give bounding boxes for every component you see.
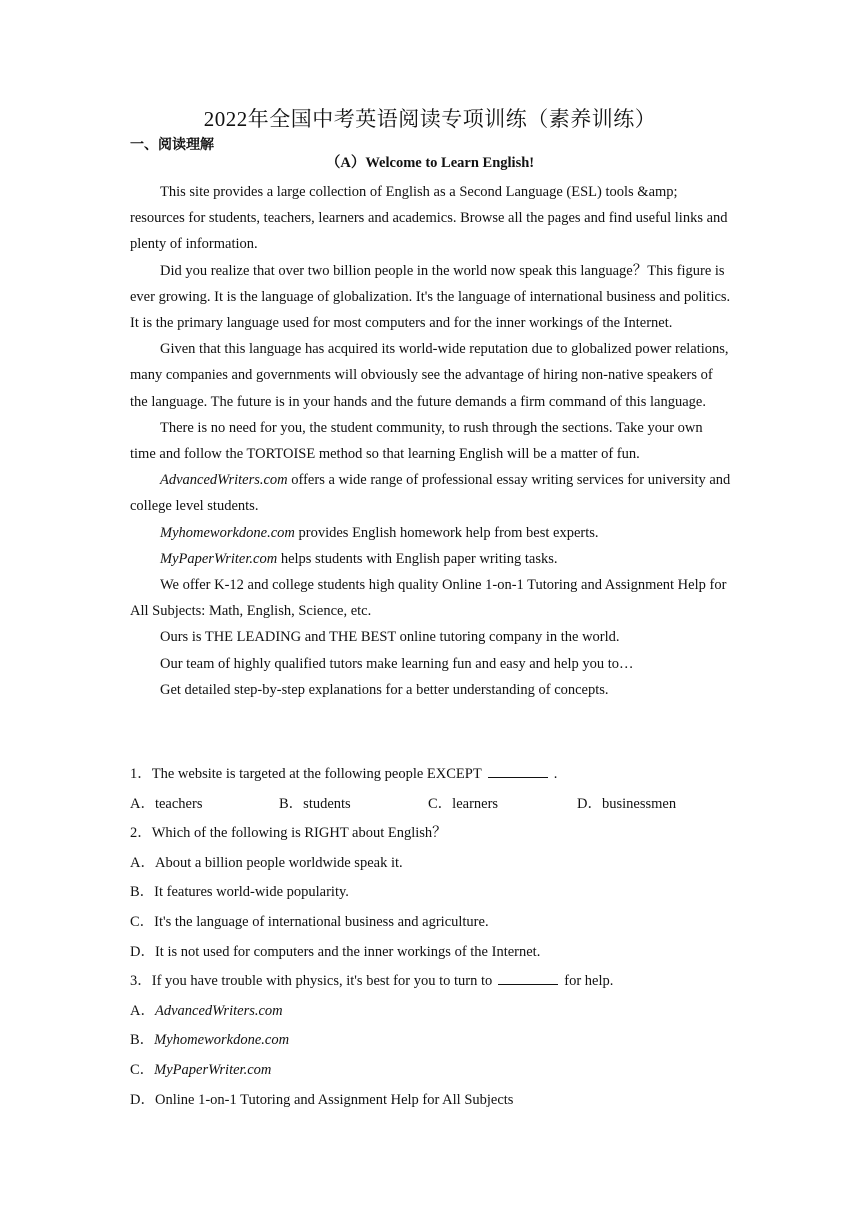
option-c: C．It's the language of international business and agriculture. bbox=[130, 913, 489, 930]
question-1-stem bbox=[130, 760, 732, 790]
passage-paragraph: Get detailed step-by-step explanations for a better understanding of concepts. bbox=[160, 681, 609, 698]
option-b bbox=[130, 1026, 732, 1056]
option-b: B．students bbox=[279, 795, 351, 812]
site-name: AdvancedWriters.com bbox=[160, 472, 288, 489]
paragraph-text: helps students with English paper writing tasks. bbox=[277, 550, 558, 567]
question-2-stem: 2．Which of the following is RIGHT about English？ bbox=[130, 825, 447, 842]
paragraph-text: provides English homework help from best experts. bbox=[294, 524, 599, 541]
option-d: D．It is not used for computers and the inner workings of the Internet. bbox=[130, 943, 541, 960]
question-text: for help. bbox=[564, 973, 614, 990]
option-letter: B． bbox=[130, 1032, 155, 1049]
passage-title: （A）Welcome to Learn English! bbox=[325, 155, 535, 171]
passage-paragraph: This site provides a large collection of English as a Second Language (ESL) tools &amp; resources for students, teachers, learners and academics. Browse all the pages and find useful links and plenty of information. bbox=[130, 184, 728, 253]
document-title: 2022年全国中考英语阅读专项训练（素养训练） bbox=[203, 107, 657, 131]
passage-paragraph: Given that this language has acquired its world-wide reputation due to globalized power relations, many companies and governments will obviously see the advantage of hiring non-native speakers of the language. The future is in your hands and the future demands a firm command of this language. bbox=[130, 341, 729, 410]
option-c: C．learners bbox=[428, 795, 499, 812]
passage-paragraph: Our team of highly qualified tutors make learning fun and easy and help you to… bbox=[160, 655, 634, 672]
site-name: Myhomeworkdone.com bbox=[160, 524, 295, 541]
question-3-stem bbox=[130, 967, 732, 997]
site-name: MyPaperWriter.com bbox=[160, 550, 278, 567]
option-b: B．It features world-wide popularity. bbox=[130, 884, 349, 901]
question-text: . bbox=[553, 766, 558, 782]
reading-passage bbox=[130, 179, 732, 703]
option-letter: D． bbox=[130, 1091, 155, 1108]
option-d bbox=[130, 1086, 732, 1116]
passage-paragraph bbox=[130, 467, 732, 519]
option-letter: C． bbox=[130, 1061, 155, 1078]
passage-paragraph: Ours is THE LEADING and THE BEST online tutoring company in the world. bbox=[160, 629, 620, 646]
question-text: 3．If you have trouble with physics, it's best for you to turn to bbox=[130, 973, 493, 990]
option-d: D．businessmen bbox=[577, 795, 677, 812]
option-text: AdvancedWriters.com bbox=[154, 1002, 283, 1019]
passage-paragraph bbox=[130, 520, 732, 546]
answer-blank bbox=[488, 764, 548, 778]
option-text: Myhomeworkdone.com bbox=[154, 1032, 290, 1049]
paragraph-text: offers a wide range of professional essay writing services for university and college level students. bbox=[130, 472, 731, 515]
passage-paragraph: We offer K-12 and college students high quality Online 1-on-1 Tutoring and Assignment Help for All Subjects: Math, English, Science, etc. bbox=[130, 577, 727, 620]
answer-blank bbox=[498, 971, 558, 985]
passage-paragraph: Did you realize that over two billion people in the world now speak this language？This figure is ever growing. It is the language of globalization. It's the language of international business and politics. It is the primary language used for most computers and for the inner workings of the Internet. bbox=[130, 262, 731, 332]
option-a: A．About a billion people worldwide speak it. bbox=[130, 854, 403, 871]
passage-paragraph bbox=[130, 546, 732, 572]
passage-paragraph: There is no need for you, the student community, to rush through the sections. Take your own time and follow the TORTOISE method so that learning English will be a matter of fun. bbox=[130, 419, 703, 463]
question-1-options bbox=[130, 790, 732, 820]
section-heading: 一、阅读理解 bbox=[130, 137, 214, 153]
option-text: MyPaperWriter.com bbox=[154, 1061, 272, 1078]
option-a bbox=[130, 997, 732, 1027]
question-text: 1．The website is targeted at the following people EXCEPT bbox=[130, 766, 482, 782]
option-c bbox=[130, 1056, 732, 1086]
option-letter: A． bbox=[130, 1002, 155, 1019]
option-a: A．teachers bbox=[130, 795, 203, 812]
question-list bbox=[130, 760, 732, 1115]
option-text: Online 1-on-1 Tutoring and Assignment Help for All Subjects bbox=[154, 1091, 514, 1108]
